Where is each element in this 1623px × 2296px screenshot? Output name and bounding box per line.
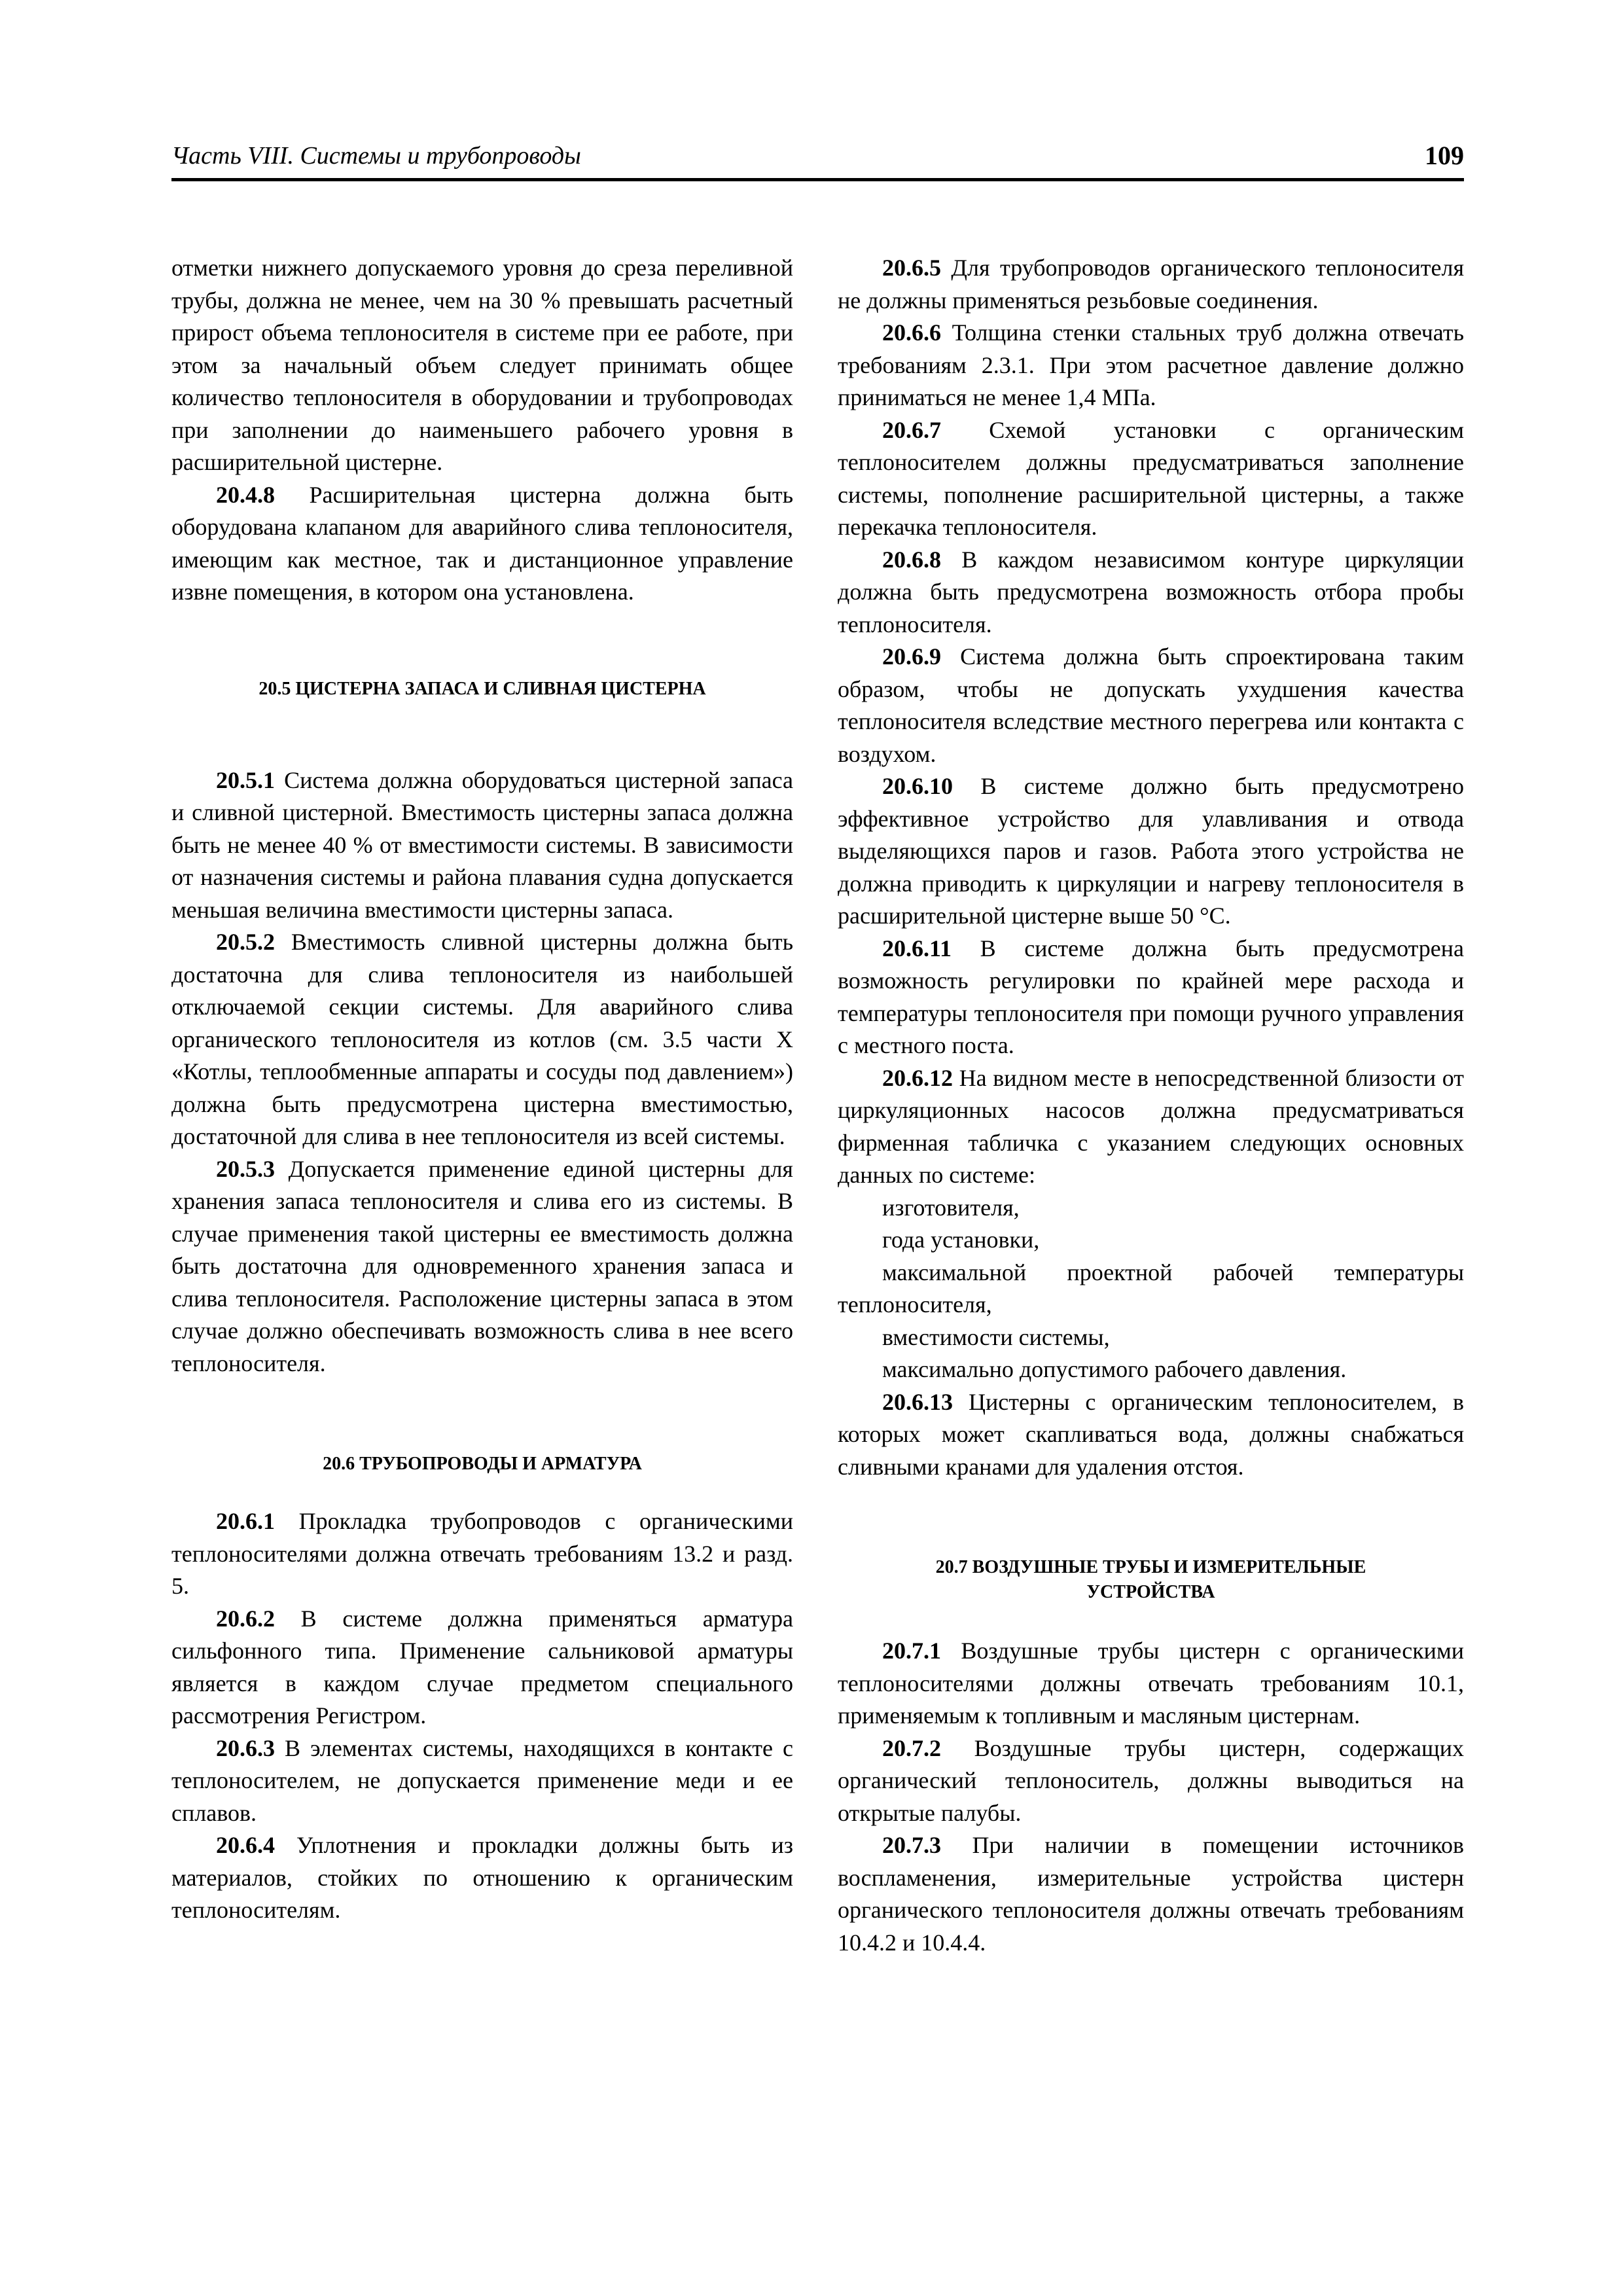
paragraph-20-4-8: 20.4.8 Расширительная цистерна должна быть оборудована клапаном для аварийного слива теплоносителя, имеющим как местное, так и дистанционное управление извне помещения, в котором она установлена.: [171, 481, 793, 605]
paragraph-20-6-11: 20.6.11 В системе должна быть предусмотрена возможность регулировки по крайней мере расхода и температуры теплоносителя при помощи ручного управления с местного поста.: [838, 935, 1464, 1058]
running-header: [171, 136, 1464, 181]
clause-number: 20.7.1: [882, 1638, 941, 1664]
paragraph-20-6-13: 20.6.13 Цистерны с органическим теплоносителем, в которых может скапливаться вода, должны снабжаться сливными кранами для удаления отстоя.: [838, 1388, 1464, 1480]
paragraph-20-6-7: 20.6.7 Схемой установки с органическим теплоносителем должны предусматриваться заполнение системы, пополнение расширительной цистерны, а также перекачка теплоносителя.: [838, 416, 1464, 540]
clause-number: 20.5.1: [216, 766, 275, 793]
clause-number: 20.5.3: [216, 1155, 275, 1182]
clause-number: 20.7.2: [882, 1734, 941, 1761]
paragraph-20-6-1: 20.6.1 Прокладка трубопроводов с органическими теплоносителями должна отвечать требованиям 13.2 и разд. 5.: [171, 1508, 793, 1599]
clause-number: 20.4.8: [216, 481, 275, 508]
right-column: [838, 252, 1464, 1959]
section-heading-20-6: 20.6 ТРУБОПРОВОДЫ И АРМАТУРА: [323, 1454, 642, 1474]
paragraph-20-6-6: 20.6.6 Толщина стенки стальных труб должна отвечать требованиям 2.3.1. При этом расчетное давление должно приниматься не менее 1,4 МПа.: [838, 319, 1464, 410]
list-item: максимально допустимого рабочего давления.: [882, 1356, 1347, 1382]
clause-number: 20.6.9: [882, 643, 941, 670]
list-item: изготовителя,: [882, 1194, 1020, 1221]
paragraph-continuation: отметки нижнего допускаемого уровня до среза переливной трубы, должна не менее, чем на 30 % превышать расчетный прирост объема теплоносителя в системе при ее работе, при этом за начальный объем следует принимать общее количество теплоносителя в оборудовании и трубопроводах при заполнении до наименьшего рабочего уровня в расширительной цистерне.: [171, 255, 793, 475]
paragraph-20-5-1: 20.5.1 Система должна оборудоваться цистерной запаса и сливной цистерной. Вместимость цистерны запаса должна быть не менее 40 % от вместимости системы. В зависимости от назначения системы и района плавания судна допускается меньшая величина вместимости цистерны запаса.: [171, 766, 793, 923]
clause-number: 20.6.3: [216, 1734, 275, 1761]
clause-number: 20.5.2: [216, 929, 275, 955]
list-item: вместимости системы,: [882, 1323, 1110, 1350]
clause-number: 20.6.1: [216, 1508, 275, 1534]
clause-number: 20.6.5: [882, 255, 941, 281]
paragraph-20-6-9: 20.6.9 Система должна быть спроектирована таким образом, чтобы не допускать ухудшения качества теплоносителя вследствие местного перегрева или контакта с воздухом.: [838, 643, 1464, 767]
paragraph-20-7-1: 20.7.1 Воздушные трубы цистерн с органическими теплоносителями должны отвечать требованиям 10.1, применяемым к топливным и масляным цистернам.: [838, 1638, 1464, 1729]
paragraph-20-5-2: 20.5.2 Вместимость сливной цистерны должна быть достаточна для слива теплоносителя из наибольшей отключаемой секции системы. Для аварийного слива органического теплоносителя из котлов (см. 3.5 части X «Котлы, теплообменные аппараты и сосуды под давлением») должна быть предусмотрена цистерна вместимостью, достаточной для слива в нее теплоносителя из всей системы.: [171, 929, 793, 1149]
page-number: 109: [1425, 141, 1464, 170]
paragraph-20-6-8: 20.6.8 В каждом независимом контуре циркуляции должна быть предусмотрена возможность отбора пробы теплоносителя.: [838, 546, 1464, 637]
section-heading-20-7: [838, 1555, 1464, 1605]
clause-number: 20.6.4: [216, 1832, 275, 1858]
left-column: [171, 252, 793, 1927]
paragraph-20-6-3: 20.6.3 В элементах системы, находящихся в контакте с теплоносителем, не допускается применение меди и ее сплавов.: [171, 1734, 793, 1826]
paragraph-20-6-12: 20.6.12 На видном месте в непосредственной близости от циркуляционных насосов должна предусматриваться фирменная табличка с указанием следующих основных данных по системе:: [838, 1064, 1464, 1188]
clause-number: 20.6.13: [882, 1388, 953, 1415]
list-item: максимальной проектной рабочей температуры теплоносителя,: [838, 1259, 1464, 1318]
paragraph-20-5-3: 20.5.3 Допускается применение единой цистерны для хранения запаса теплоносителя и слива его из системы. В случае применения такой цистерны ее вместимость должна быть достаточна для одновременного хранения запаса и слива теплоносителя. Расположение цистерны запаса в этом случае должно обеспечивать возможность слива в нее всего теплоносителя.: [171, 1155, 793, 1376]
clause-number: 20.6.6: [882, 319, 941, 346]
paragraph-20-6-2: 20.6.2 В системе должна применяться арматура сильфонного типа. Применение сальниковой арматуры является в каждом случае предметом специального рассмотрения Регистром.: [171, 1605, 793, 1729]
clause-number: 20.6.11: [882, 935, 952, 961]
clause-number: 20.6.2: [216, 1605, 275, 1632]
clause-number: 20.6.10: [882, 773, 953, 799]
clause-number: 20.6.12: [882, 1064, 953, 1091]
section-heading-line: 20.7 ВОЗДУШНЫЕ ТРУБЫ И ИЗМЕРИТЕЛЬНЫЕ: [935, 1557, 1366, 1577]
clause-number: 20.6.7: [882, 416, 941, 443]
header-title: Часть VIII. Системы и трубопроводы: [171, 142, 581, 170]
paragraph-20-6-5: 20.6.5 Для трубопроводов органического теплоносителя не должны применяться резьбовые соединения.: [838, 255, 1464, 314]
list-item: года установки,: [882, 1227, 1040, 1253]
clause-number: 20.6.8: [882, 546, 941, 573]
clause-number: 20.7.3: [882, 1832, 941, 1858]
section-heading-20-5: 20.5 ЦИСТЕРНА ЗАПАСА И СЛИВНАЯ ЦИСТЕРНА: [259, 678, 706, 699]
paragraph-20-6-4: 20.6.4 Уплотнения и прокладки должны быть из материалов, стойких по отношению к органическим теплоносителям.: [171, 1832, 793, 1923]
paragraph-20-7-3: 20.7.3 При наличии в помещении источников воспламенения, измерительные устройства цистерн органического теплоносителя должны отвечать требованиям 10.4.2 и 10.4.4.: [838, 1832, 1464, 1956]
section-heading-line: УСТРОЙСТВА: [1086, 1582, 1215, 1602]
paragraph-20-7-2: 20.7.2 Воздушные трубы цистерн, содержащих органический теплоноситель, должны выводиться на открытые палубы.: [838, 1734, 1464, 1826]
paragraph-20-6-10: 20.6.10 В системе должно быть предусмотрено эффективное устройство для улавливания и отвода выделяющихся паров и газов. Работа этого устройства не должна приводить к циркуляции и нагреву теплоносителя в расширительной цистерне выше 50 °С.: [838, 773, 1464, 929]
